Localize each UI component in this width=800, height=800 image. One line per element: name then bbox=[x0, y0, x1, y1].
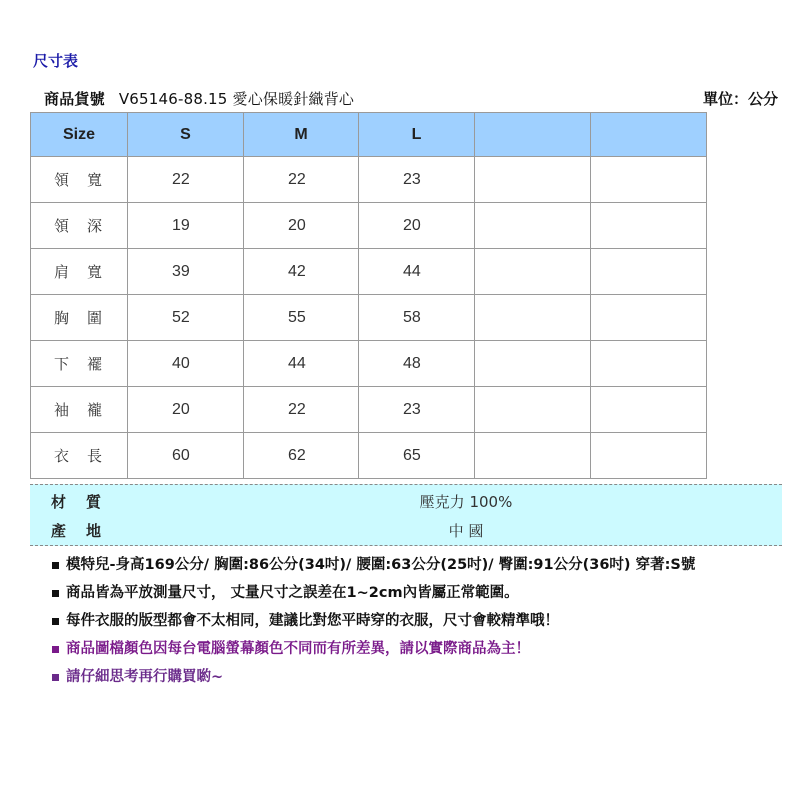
table-row bbox=[31, 387, 707, 433]
table-row bbox=[31, 203, 707, 249]
table-cell bbox=[591, 249, 707, 295]
origin-value: 中 國 bbox=[448, 522, 484, 540]
table-cell: 48 bbox=[359, 341, 475, 387]
notes-list bbox=[52, 553, 792, 693]
header-empty-2 bbox=[591, 113, 707, 157]
bullet-icon bbox=[52, 562, 59, 569]
table-cell bbox=[475, 157, 591, 203]
table-cell: 23 bbox=[359, 157, 475, 203]
table-cell: 22 bbox=[128, 157, 244, 203]
table-cell: 23 bbox=[359, 387, 475, 433]
header-m: M bbox=[244, 113, 359, 157]
row-label: 肩寬 bbox=[31, 249, 128, 295]
table-cell: 65 bbox=[359, 433, 475, 479]
table-row bbox=[31, 295, 707, 341]
table-cell bbox=[475, 249, 591, 295]
table-cell bbox=[591, 295, 707, 341]
row-label: 領寬 bbox=[31, 157, 128, 203]
table-cell: 44 bbox=[244, 341, 359, 387]
table-cell: 19 bbox=[128, 203, 244, 249]
header-empty-1 bbox=[475, 113, 591, 157]
table-cell bbox=[591, 387, 707, 433]
table-cell bbox=[591, 203, 707, 249]
table-cell: 58 bbox=[359, 295, 475, 341]
table-row bbox=[31, 157, 707, 203]
bullet-icon bbox=[52, 646, 59, 653]
product-info bbox=[44, 88, 354, 109]
row-label: 胸圍 bbox=[31, 295, 128, 341]
table-cell: 42 bbox=[244, 249, 359, 295]
size-table bbox=[30, 112, 707, 479]
table-cell: 20 bbox=[128, 387, 244, 433]
table-cell: 44 bbox=[359, 249, 475, 295]
table-cell: 55 bbox=[244, 295, 359, 341]
note-item bbox=[52, 553, 792, 581]
material-info-block bbox=[30, 484, 782, 546]
table-cell: 52 bbox=[128, 295, 244, 341]
note-text: 商品皆為平放測量尺寸， 丈量尺寸之誤差在1~2cm內皆屬正常範圍。 bbox=[66, 585, 519, 601]
table-cell bbox=[475, 387, 591, 433]
row-label: 袖襱 bbox=[31, 387, 128, 433]
table-cell: 62 bbox=[244, 433, 359, 479]
note-item bbox=[52, 581, 792, 609]
bullet-icon bbox=[52, 674, 59, 681]
table-cell bbox=[475, 433, 591, 479]
note-text: 每件衣服的版型都會不太相同，建議比對您平時穿的衣服，尺寸會較精準哦！ bbox=[66, 613, 559, 629]
table-cell bbox=[475, 295, 591, 341]
note-text: 商品圖檔顏色因每台電腦螢幕顏色不同而有所差異，請以實際商品為主！ bbox=[66, 641, 530, 657]
page-title: 尺寸表 bbox=[33, 52, 79, 70]
table-cell bbox=[591, 341, 707, 387]
product-code: V65146-88.15 愛心保暖針織背心 bbox=[118, 90, 355, 108]
note-item bbox=[52, 637, 792, 665]
table-cell bbox=[475, 341, 591, 387]
table-cell bbox=[591, 433, 707, 479]
header-size: Size bbox=[31, 113, 128, 157]
table-cell: 39 bbox=[128, 249, 244, 295]
table-row bbox=[31, 341, 707, 387]
table-header-row bbox=[31, 113, 707, 157]
table-row bbox=[31, 249, 707, 295]
origin-row bbox=[30, 516, 782, 544]
table-cell: 20 bbox=[359, 203, 475, 249]
origin-label: 產地 bbox=[51, 522, 122, 540]
material-label: 材質 bbox=[51, 493, 122, 511]
product-label: 商品貨號 bbox=[44, 90, 105, 108]
table-cell bbox=[475, 203, 591, 249]
table-row bbox=[31, 433, 707, 479]
header-l: L bbox=[359, 113, 475, 157]
table-cell bbox=[591, 157, 707, 203]
header-s: S bbox=[128, 113, 244, 157]
material-value: 壓克力 100% bbox=[419, 493, 513, 511]
table-cell: 22 bbox=[244, 387, 359, 433]
note-item bbox=[52, 665, 792, 693]
table-cell: 22 bbox=[244, 157, 359, 203]
note-item bbox=[52, 609, 792, 637]
note-text: 模特兒-身高169公分/ 胸圍:86公分(34吋)/ 腰圍:63公分(25吋)/ 臀圍:91公分(36吋) 穿著:S號 bbox=[66, 557, 696, 573]
note-text: 請仔細思考再行購買喲~ bbox=[66, 669, 224, 685]
table-cell: 40 bbox=[128, 341, 244, 387]
table-cell: 20 bbox=[244, 203, 359, 249]
row-label: 衣長 bbox=[31, 433, 128, 479]
table-cell: 60 bbox=[128, 433, 244, 479]
material-row bbox=[30, 487, 782, 515]
unit-label: 單位：公分 bbox=[702, 90, 778, 108]
row-label: 下襬 bbox=[31, 341, 128, 387]
row-label: 領深 bbox=[31, 203, 128, 249]
bullet-icon bbox=[52, 618, 59, 625]
bullet-icon bbox=[52, 590, 59, 597]
